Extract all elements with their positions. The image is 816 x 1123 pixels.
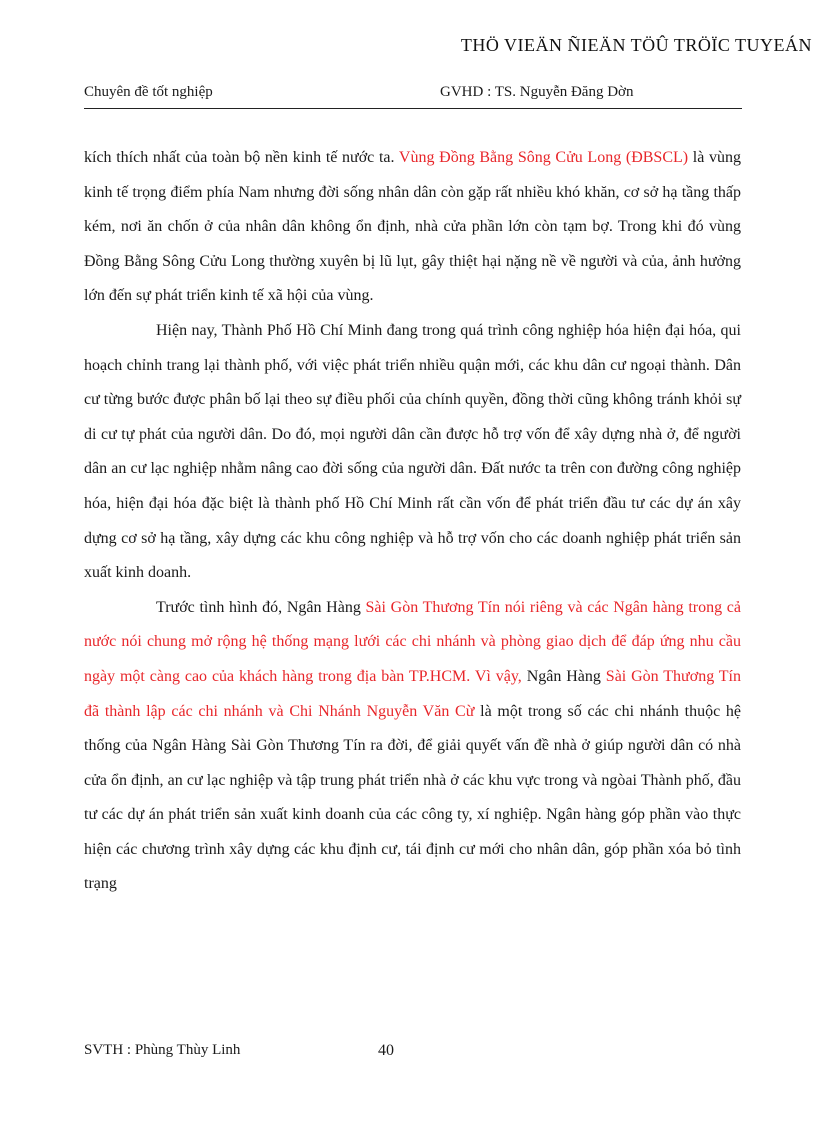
text-segment: Ngân Hàng	[521, 667, 606, 685]
paragraph-1	[84, 141, 741, 314]
paragraph-3	[84, 591, 741, 902]
text-segment: kích thích nhất của toàn bộ nền kinh tế nước ta.	[84, 149, 399, 166]
text-segment: là vùng kinh tế trọng điểm phía Nam nhưng đời sống nhân dân còn gặp rất nhiều khó khăn, cơ sở hạ tầng thấp kém, nơi ăn chốn ở của nhân dân không ổn định, nhà cửa phần lớn còn tạm bợ. Trong khi đó vùng Đồng Bằng Sông Cửu Long thường xuyên bị lũ lụt, gây thiệt hại nặng nề về người và của, ảnh hưởng lớn đến sự phát triển kinh tế xã hội của vùng.	[84, 149, 742, 305]
footer-student-name: SVTH : Phùng Thùy Linh	[84, 1042, 241, 1058]
highlighted-text-segment: Vùng Đồng Bằng Sông Cửu Long (ĐBSCL)	[398, 149, 689, 166]
highlighted-text-segment: Sài Gòn Thương Tín nói riêng và các Ngân hàng trong cả nước nói chung mở rộng hệ thống mạng lưới các chi nhánh và phòng giao dịch để đáp ứng nhu cầu ngày một càng cao của khách hàng trong địa bàn TP.HCM. Vì vậy,	[84, 598, 742, 685]
text-segment: là một trong số các chi nhánh thuộc hệ thống của Ngân Hàng Sài Gòn Thương Tín ra đời, để giải quyết vấn đề nhà ở giúp người dân có nhà cửa ổn định, an cư lạc nghiệp và tập trung phát triển nhà ở các khu vực trong và ngòai Thành phố, đầu tư các dự án phát triển sản xuất kinh doanh của các công ty, xí nghiệp. Ngân hàng góp phần vào thực hiện các chương trình xây dựng các khu định cư, tái định cư mới cho nhân dân, góp phần xóa bỏ tình trạng	[84, 702, 741, 893]
header-title: Chuyên đề tốt nghiệp	[84, 84, 213, 100]
document-body	[84, 141, 741, 902]
page-number: 40	[378, 1042, 394, 1059]
text-segment: Hiện nay, Thành Phố Hồ Chí Minh đang trong quá trình công nghiệp hóa hiện đại hóa, qui hoạch chỉnh trang lại thành phố, với việc phát triển nhiều quận mới, các khu dân cư ngoại thành. Dân cư từng bước được phân bố lại theo sự điều phối của chính quyền, đồng thời cũng không tránh khỏi sự di cư tự phát của người dân. Do đó, mọi người dân cần được hỗ trợ vốn để xây dựng nhà ở, để người dân an cư lạc nghiệp nhằm nâng cao đời sống của người dân. Đất nước ta trên con đường công nghiệp hóa, hiện đại hóa đặc biệt là thành phố Hồ Chí Minh rất cần vốn để phát triển đầu tư các dự án xây dựng cơ sở hạ tầng, xây dựng các khu công nghiệp và hỗ trợ vốn cho các doanh nghiệp phát triển sản xuất kinh doanh.	[84, 321, 741, 582]
watermark-text: THÖ VIEÄN ÑIEÄN TÖÛ TRÖÏC TUYEÁN	[460, 35, 812, 55]
paragraph-2	[84, 314, 741, 591]
page-header	[84, 84, 742, 109]
header-advisor: GVHD : TS. Nguyễn Đăng Dờn	[440, 84, 634, 100]
page-footer	[84, 1042, 484, 1064]
highlighted-text-segment: Sài Gòn Thương Tín đã thành lập các chi nhánh và Chi Nhánh Nguyễn Văn Cừ	[84, 667, 742, 720]
text-segment: Trước tình hình đó, Ngân Hàng	[156, 598, 366, 616]
